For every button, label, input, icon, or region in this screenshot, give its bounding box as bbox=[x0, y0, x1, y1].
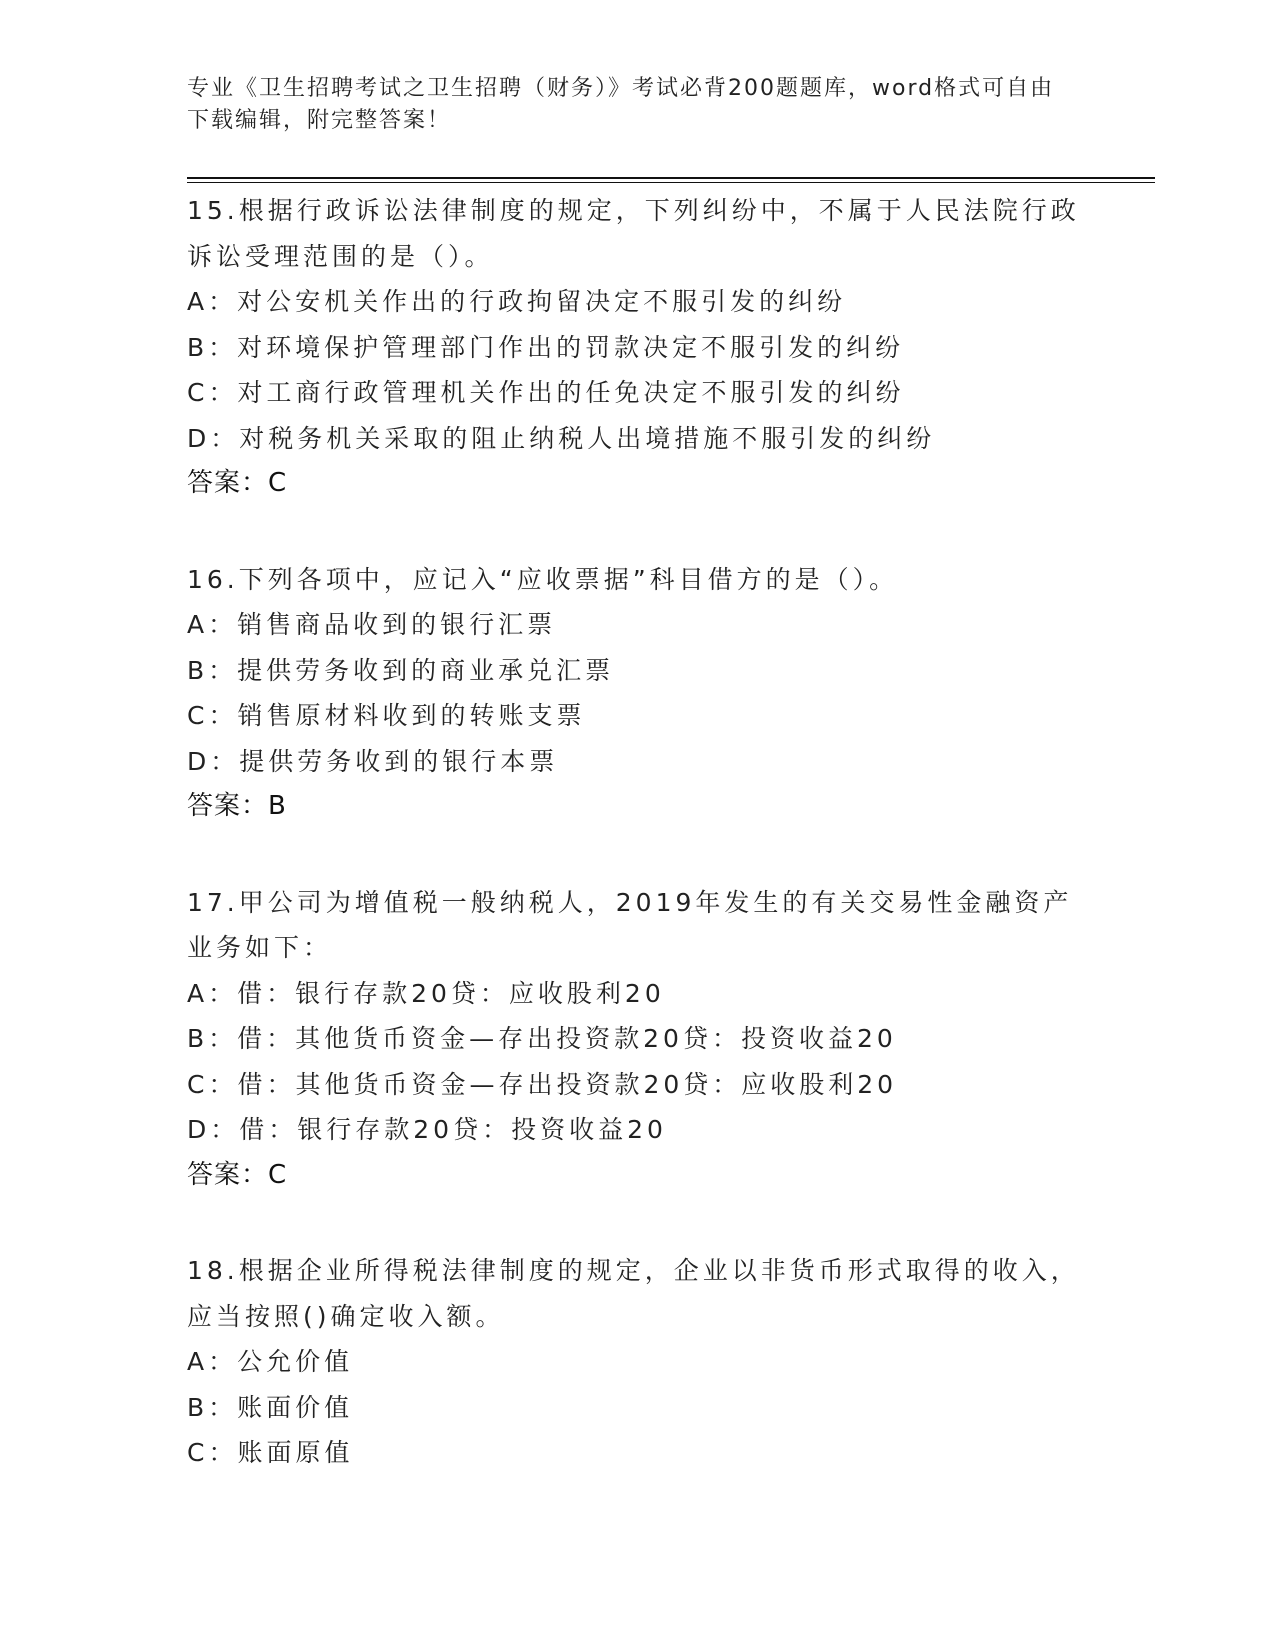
question-15 bbox=[187, 188, 1087, 507]
option-b: B：借：其他货币资金—存出投资款20贷：投资收益20 bbox=[187, 1024, 897, 1053]
document-intro: 专业《卫生招聘考试之卫生招聘（财务）》考试必背200题题库，word格式可自由下载编辑，附完整答案！ bbox=[187, 76, 1055, 133]
option-c: C：借：其他货币资金—存出投资款20贷：应收股利20 bbox=[187, 1069, 898, 1099]
question-stem: 17.甲公司为增值税一般纳税人，2019年发生的有关交易性金融资产业务如下： bbox=[187, 887, 1073, 962]
header-divider-thin bbox=[187, 182, 1155, 183]
option-c: C：对工商行政管理机关作出的任免决定不服引发的纠纷 bbox=[187, 378, 905, 407]
option-d: D：提供劳务收到的银行本票 bbox=[187, 746, 559, 776]
question-list bbox=[187, 188, 1087, 1526]
option-d: D：借：银行存款20贷：投资收益20 bbox=[187, 1115, 667, 1144]
answer: 答案：C bbox=[187, 1159, 288, 1190]
question-18 bbox=[187, 1248, 1087, 1476]
option-b: B：账面价值 bbox=[187, 1392, 354, 1422]
question-16 bbox=[187, 557, 1087, 830]
question-stem: 15.根据行政诉讼法律制度的规定，下列纠纷中，不属于人民法院行政诉讼受理范围的是（）。 bbox=[187, 196, 1080, 271]
option-a: A：公允价值 bbox=[187, 1347, 354, 1376]
question-17 bbox=[187, 880, 1087, 1199]
option-a: A：对公安机关作出的行政拘留决定不服引发的纠纷 bbox=[187, 287, 847, 316]
option-a: A：销售商品收到的银行汇票 bbox=[187, 610, 557, 639]
answer: 答案：B bbox=[187, 791, 287, 821]
option-b: B：对环境保护管理部门作出的罚款决定不服引发的纠纷 bbox=[187, 332, 905, 362]
option-b: B：提供劳务收到的商业承兑汇票 bbox=[187, 655, 615, 685]
option-d: D：对税务机关采取的阻止纳税人出境措施不服引发的纠纷 bbox=[187, 423, 936, 453]
option-c: C：销售原材料收到的转账支票 bbox=[187, 701, 586, 730]
answer: 答案：C bbox=[187, 468, 288, 498]
header-divider-thick bbox=[187, 177, 1155, 179]
question-stem: 16.下列各项中，应记入“应收票据”科目借方的是（）。 bbox=[187, 564, 899, 594]
option-a: A：借：银行存款20贷：应收股利20 bbox=[187, 978, 665, 1008]
option-c: C：账面原值 bbox=[187, 1438, 354, 1467]
question-stem: 18.根据企业所得税法律制度的规定，企业以非货币形式取得的收入，应当按照()确定收入额。 bbox=[187, 1256, 1080, 1331]
